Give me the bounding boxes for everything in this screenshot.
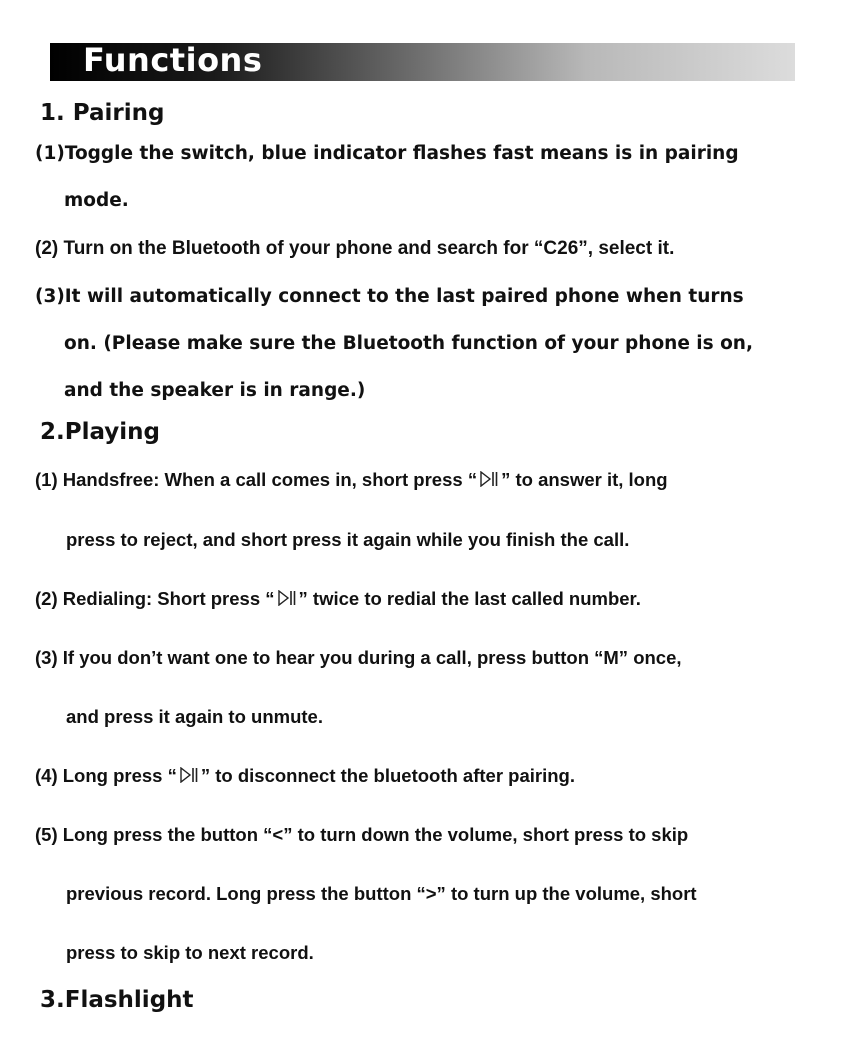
pairing-item-1-line-1: (1)Toggle the switch, blue indicator flashes fast means is in pairing [35, 143, 739, 164]
playing-item-5-line-2: previous record. Long press the button “>” to turn up the volume, short [66, 883, 697, 904]
pairing-item-3-line-1: (3)It will automatically connect to the last paired phone when turns [35, 286, 744, 307]
page-title: Functions [83, 41, 263, 79]
section-heading-pairing: 1. Pairing [40, 100, 165, 126]
playing-item-1-text-a: (1) Handsfree: When a call comes in, short press “ [35, 469, 478, 490]
playing-item-1-line-1 [35, 469, 668, 492]
playing-item-4-text-a: (4) Long press “ [35, 765, 177, 786]
playing-item-3-line-1: (3) If you don’t want one to hear you during a call, press button “M” once, [35, 647, 682, 668]
playing-item-3-line-2: and press it again to unmute. [66, 706, 323, 727]
playing-item-5-line-1: (5) Long press the button “<” to turn down the volume, short press to skip [35, 824, 689, 845]
playing-item-2-line-1 [35, 588, 641, 611]
play-pause-icon [479, 470, 499, 492]
pairing-item-1-line-2: mode. [64, 190, 129, 211]
functions-banner [50, 43, 795, 81]
playing-item-1-text-b: ” to answer it, long [501, 469, 668, 490]
pairing-item-2-line-1: (2) Turn on the Bluetooth of your phone and search for “C26”, select it. [35, 238, 675, 259]
play-pause-icon [179, 766, 199, 788]
pairing-item-3-line-2: on. (Please make sure the Bluetooth function of your phone is on, [64, 333, 754, 354]
playing-item-4-line-1 [35, 765, 575, 788]
section-heading-playing: 2.Playing [40, 419, 161, 445]
pairing-item-3-line-3: and the speaker is in range.) [64, 380, 366, 401]
playing-item-2-text-a: (2) Redialing: Short press “ [35, 588, 275, 609]
playing-item-1-line-2: press to reject, and short press it again while you finish the call. [66, 529, 630, 550]
section-heading-flashlight: 3.Flashlight [40, 987, 194, 1013]
play-pause-icon [277, 589, 297, 611]
playing-item-2-text-b: ” twice to redial the last called number. [298, 588, 641, 609]
playing-item-5-line-3: press to skip to next record. [66, 942, 314, 963]
playing-item-4-text-b: ” to disconnect the bluetooth after pairing. [200, 765, 575, 786]
